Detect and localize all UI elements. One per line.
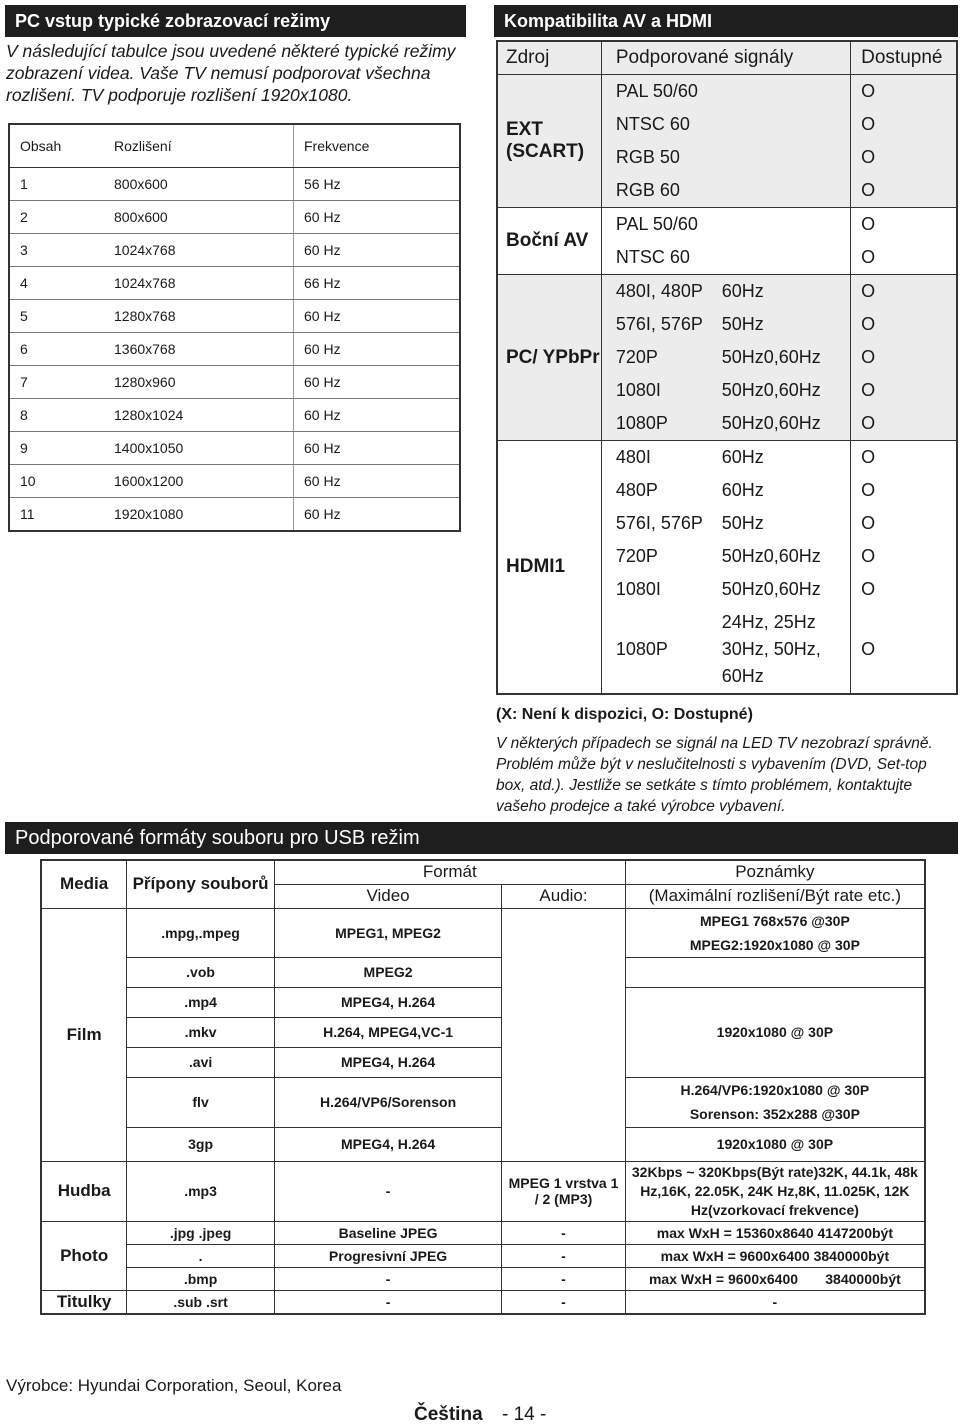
frequency-cell: 50Hz0,60Hz	[722, 407, 851, 441]
ext-cell: .vob	[127, 957, 275, 987]
mode-number-cell: 2	[9, 201, 113, 234]
table-row	[41, 987, 925, 1017]
video-cell: MPEG1, MPEG2	[274, 908, 501, 957]
mode-number-cell: 4	[9, 267, 113, 300]
table-row	[9, 399, 460, 432]
column-header-notes-sub: (Maximální rozlišení/Být rate etc.)	[625, 884, 925, 908]
ext-cell: 3gp	[127, 1127, 275, 1161]
column-header-video: Video	[274, 884, 501, 908]
note-line: Sorenson: 352x288 @30P	[689, 1106, 860, 1122]
video-cell: -	[274, 1267, 501, 1290]
notes-cell: 32Kbps ~ 320Kbps(Být rate)32K, 44.1k, 48k Hz,16K, 22.05K, 24K Hz,8K, 11.025K, 12K Hz(vzorkovací frekvence)	[625, 1161, 925, 1221]
notes-cell	[625, 957, 925, 987]
video-cell: MPEG2	[274, 957, 501, 987]
av-section-title: Kompatibilita AV a HDMI	[494, 5, 958, 37]
video-cell: -	[274, 1161, 501, 1221]
table-row	[497, 75, 957, 109]
frequency-cell	[722, 208, 851, 242]
note-line: MPEG1 768x576 @30P	[699, 912, 850, 929]
pc-modes-table	[8, 123, 461, 532]
column-header: Obsah	[9, 124, 113, 168]
table-header-row	[9, 124, 460, 168]
video-cell: MPEG4, H.264	[274, 987, 501, 1017]
av-legend: (X: Není k dispozici, O: Dostupné)	[496, 706, 753, 723]
frequency-cell	[722, 141, 851, 174]
source-cell: EXT (SCART)	[497, 75, 601, 208]
frequency-cell	[722, 241, 851, 275]
notes-cell: max WxH = 15360x8640 4147200být	[625, 1221, 925, 1244]
frequency-cell: 60Hz	[721, 480, 764, 500]
ext-cell: .mp3	[127, 1161, 275, 1221]
ext-cell: .mkv	[127, 1017, 275, 1047]
video-cell: -	[274, 1290, 501, 1314]
table-row	[9, 333, 460, 366]
table-row	[497, 275, 957, 309]
notes-cell: 1920x1080 @ 30P	[625, 987, 925, 1077]
page-number: - 14 -	[502, 1404, 547, 1425]
ext-cell: .sub .srt	[127, 1290, 275, 1314]
table-row	[9, 465, 460, 498]
frequency-cell	[722, 108, 851, 141]
av-compat-table	[496, 40, 958, 695]
media-label-music: Hudba	[41, 1161, 127, 1221]
available-cell: O	[851, 174, 957, 208]
resolution-cell: 1920x1080	[113, 498, 294, 532]
available-cell: O	[851, 606, 957, 694]
signal-cell: NTSC 60	[601, 241, 721, 275]
resolution-cell: 1280x1024	[113, 399, 294, 432]
signal-cell: RGB 60	[601, 174, 721, 208]
media-label-photo: Photo	[41, 1221, 127, 1290]
table-row	[9, 168, 460, 201]
table-row	[41, 1077, 925, 1127]
frequency-cell: 50Hz0,60Hz	[721, 546, 821, 566]
column-header-notes: Poznámky	[625, 860, 925, 884]
note-line: H.264/VP6:1920x1080 @ 30P	[680, 1082, 870, 1098]
column-header-signals: Podporované signály	[601, 41, 850, 75]
available-cell: O	[851, 241, 957, 275]
video-cell: MPEG4, H.264	[274, 1047, 501, 1077]
column-header-source: Zdroj	[497, 41, 601, 75]
ext-cell: .mp4	[127, 987, 275, 1017]
frequency-cell: 60 Hz	[294, 234, 461, 267]
frequency-cell	[722, 174, 851, 208]
signal-cell: 480P	[615, 480, 658, 500]
table-row	[41, 1161, 925, 1221]
table-header-row	[497, 41, 957, 75]
mode-number-cell: 10	[9, 465, 113, 498]
usb-formats-table	[40, 859, 926, 1315]
ext-cell: flv	[127, 1077, 275, 1127]
frequency-cell: 60 Hz	[294, 432, 461, 465]
ext-cell: .avi	[127, 1047, 275, 1077]
available-cell: O	[851, 407, 957, 441]
table-row	[497, 441, 957, 475]
table-row	[9, 267, 460, 300]
pc-section-title: PC vstup typické zobrazovací režimy	[5, 5, 466, 37]
frequency-cell: 66 Hz	[294, 267, 461, 300]
notes-cell: max WxH = 9600x6400 3840000být	[625, 1244, 925, 1267]
video-cell: H.264, MPEG4,VC-1	[274, 1017, 501, 1047]
audio-cell: MPEG 1 vrstva 1 / 2 (MP3)	[502, 1161, 626, 1221]
source-cell: Boční AV	[497, 208, 601, 275]
table-row	[41, 1127, 925, 1161]
signal-cell: 1080P	[601, 606, 721, 694]
resolution-cell: 1600x1200	[113, 465, 294, 498]
audio-cell: -	[502, 1244, 626, 1267]
av-note: V některých případech se signál na LED TV nezobrazí správně. Problém může být v neslučitelnosti s vybavením (DVD, Set-top box, atd.). Jestliže se setkáte s tímto problémem, kontaktujte vašeho prodejce a také výrobce vybavení.	[496, 735, 933, 815]
signal-cell: 576I, 576P	[615, 314, 703, 334]
resolution-cell: 1360x768	[113, 333, 294, 366]
signal-cell: PAL 50/60	[615, 214, 698, 234]
audio-cell	[502, 908, 626, 1161]
frequency-cell: 60 Hz	[294, 399, 461, 432]
column-header: Frekvence	[294, 124, 461, 168]
table-row	[9, 234, 460, 267]
table-row	[41, 1244, 925, 1267]
available-cell: O	[851, 308, 957, 341]
frequency-cell: 60Hz	[721, 447, 764, 467]
notes-cell: 1920x1080 @ 30P	[625, 1127, 925, 1161]
frequency-cell: 60 Hz	[294, 366, 461, 399]
frequency-cell: 50Hz0,60Hz	[721, 380, 821, 400]
mode-number-cell: 1	[9, 168, 113, 201]
source-cell: PC/ YPbPr	[497, 275, 601, 441]
signal-cell: RGB 50	[615, 147, 680, 167]
column-header-audio: Audio:	[502, 884, 626, 908]
mode-number-cell: 6	[9, 333, 113, 366]
frequency-cell: 24Hz, 25Hz 30Hz, 50Hz, 60Hz	[722, 606, 851, 694]
table-row	[41, 1290, 925, 1314]
notes-cell	[625, 1077, 925, 1127]
ext-cell: .bmp	[127, 1267, 275, 1290]
resolution-cell: 800x600	[113, 168, 294, 201]
available-cell: O	[851, 275, 957, 309]
mode-number-cell: 11	[9, 498, 113, 532]
table-row	[41, 957, 925, 987]
resolution-cell: 1280x768	[113, 300, 294, 333]
pc-section-intro: V následující tabulce jsou uvedené některé typické režimy zobrazení videa. Vaše TV nemusí podporovat všechna rozlišení. TV podporuje rozlišení 1920x1080.	[6, 41, 456, 105]
footer-language: Čeština	[414, 1404, 483, 1425]
available-cell: O	[851, 507, 957, 540]
signal-cell: 1080I	[615, 579, 661, 599]
source-cell: HDMI1	[497, 441, 601, 695]
frequency-cell: 50Hz	[721, 513, 764, 533]
usb-section-title: Podporované formáty souboru pro USB režim	[5, 822, 958, 854]
audio-cell: -	[502, 1290, 626, 1314]
notes-cell: max WxH = 9600x6400 3840000být	[625, 1267, 925, 1290]
available-cell: O	[851, 441, 957, 475]
table-row	[9, 366, 460, 399]
mode-number-cell: 9	[9, 432, 113, 465]
table-row	[9, 432, 460, 465]
frequency-cell: 60 Hz	[294, 333, 461, 366]
signal-cell: 720P	[615, 347, 658, 367]
available-cell: O	[851, 573, 957, 606]
media-label-film: Film	[41, 908, 127, 1161]
frequency-cell: 56 Hz	[294, 168, 461, 201]
frequency-cell: 50Hz	[721, 314, 764, 334]
signal-cell: 480I, 480P	[615, 281, 703, 301]
frequency-cell: 60 Hz	[294, 498, 461, 532]
available-cell: O	[851, 374, 957, 407]
available-cell: O	[851, 341, 957, 374]
video-cell: MPEG4, H.264	[274, 1127, 501, 1161]
resolution-cell: 1400x1050	[113, 432, 294, 465]
mode-number-cell: 5	[9, 300, 113, 333]
available-cell: O	[851, 208, 957, 242]
available-cell: O	[851, 75, 957, 109]
notes-cell: -	[625, 1290, 925, 1314]
resolution-cell: 1024x768	[113, 267, 294, 300]
frequency-cell: 60 Hz	[294, 201, 461, 234]
column-header: Rozlišení	[113, 124, 294, 168]
table-row	[9, 498, 460, 532]
table-row	[497, 208, 957, 242]
video-cell: Progresivní JPEG	[274, 1244, 501, 1267]
manufacturer-text: Výrobce: Hyundai Corporation, Seoul, Korea	[6, 1376, 342, 1395]
ext-cell: .	[127, 1244, 275, 1267]
signal-cell: PAL 50/60	[615, 81, 698, 101]
frequency-cell: 60Hz	[721, 281, 764, 301]
column-header-available: Dostupné	[851, 41, 957, 75]
available-cell: O	[851, 540, 957, 573]
frequency-cell	[722, 75, 851, 109]
mode-number-cell: 7	[9, 366, 113, 399]
available-cell: O	[851, 141, 957, 174]
available-cell: O	[851, 108, 957, 141]
available-cell: O	[851, 474, 957, 507]
table-row	[9, 201, 460, 234]
note-line: MPEG2:1920x1080 @ 30P	[689, 936, 860, 953]
video-cell: H.264/VP6/Sorenson	[274, 1077, 501, 1127]
signal-cell: 576I, 576P	[615, 513, 703, 533]
signal-cell: 1080I	[615, 380, 661, 400]
ext-cell: .jpg .jpeg	[127, 1221, 275, 1244]
resolution-cell: 800x600	[113, 201, 294, 234]
signal-cell: 480I	[615, 447, 651, 467]
resolution-cell: 1280x960	[113, 366, 294, 399]
frequency-cell: 60 Hz	[294, 300, 461, 333]
ext-cell: .mpg,.mpeg	[127, 908, 275, 957]
table-row	[41, 1267, 925, 1290]
audio-cell: -	[502, 1221, 626, 1244]
column-header-media: Media	[41, 860, 127, 908]
frequency-cell: 50Hz0,60Hz	[721, 579, 821, 599]
mode-number-cell: 3	[9, 234, 113, 267]
frequency-cell: 50Hz0,60Hz	[721, 347, 821, 367]
signal-cell: 1080P	[601, 407, 721, 441]
mode-number-cell: 8	[9, 399, 113, 432]
table-row	[41, 908, 925, 957]
column-header-extensions: Přípony souborů	[127, 860, 275, 908]
signal-cell: NTSC 60	[615, 114, 690, 134]
frequency-cell: 60 Hz	[294, 465, 461, 498]
audio-cell: -	[502, 1267, 626, 1290]
notes-cell	[625, 908, 925, 957]
video-cell: Baseline JPEG	[274, 1221, 501, 1244]
table-row	[9, 300, 460, 333]
resolution-cell: 1024x768	[113, 234, 294, 267]
table-row	[41, 1221, 925, 1244]
column-header-format: Formát	[274, 860, 625, 884]
media-label-subtitles: Titulky	[41, 1290, 127, 1314]
signal-cell: 720P	[615, 546, 658, 566]
